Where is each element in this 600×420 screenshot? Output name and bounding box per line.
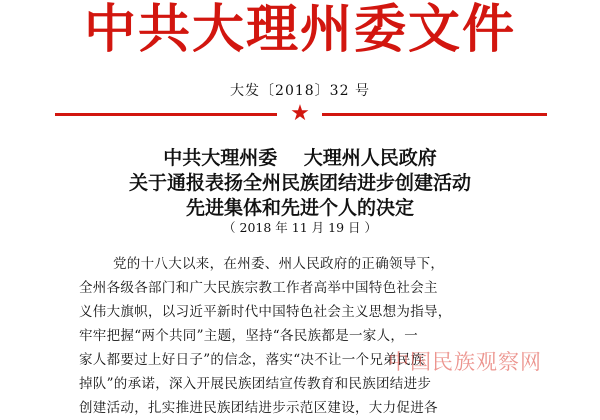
body-paragraph-line: 牢牢把握“两个共同”主题，坚持“各民族都是一家人，一 [79, 328, 419, 344]
document-number: 大发〔2018〕32 号 [230, 83, 370, 99]
document-title-line-2: 关于通报表扬全州民族团结进步创建活动 [128, 172, 471, 194]
document-masthead: 中共大理州委文件 [83, 0, 516, 60]
body-paragraph-line: 掉队”的承诺，深入开展民族团结宣传教育和民族团结进步 [79, 376, 432, 392]
body-paragraph-line: 党的十八大以来，在州委、州人民政府的正确领导下， [113, 256, 445, 272]
document-title-issuers: 中共大理州委 大理州人民政府 [163, 147, 437, 169]
body-paragraph-line: 义伟大旗帜，以习近平新时代中国特色社会主义思想为指导， [79, 304, 452, 320]
issue-date: （ 2018 年 11 月 19 日 ） [223, 220, 377, 235]
body-paragraph-line: 家人都要过上好日子”的信念，落实“决不让一个兄弟民族 [79, 352, 425, 368]
red-rule-left [55, 113, 277, 116]
site-watermark: 中国民族观察网 [388, 350, 542, 374]
body-paragraph-line: 全州各级各部门和广大民族宗教工作者高举中国特色社会主 [79, 280, 438, 296]
document-title-line-3: 先进集体和先进个人的决定 [185, 197, 414, 219]
star-icon: ★ [290, 101, 310, 126]
red-rule-right [322, 113, 547, 116]
body-paragraph-line: 创建活动，扎实推进民族团结进步示范区建设，大力促进各 [79, 400, 438, 416]
